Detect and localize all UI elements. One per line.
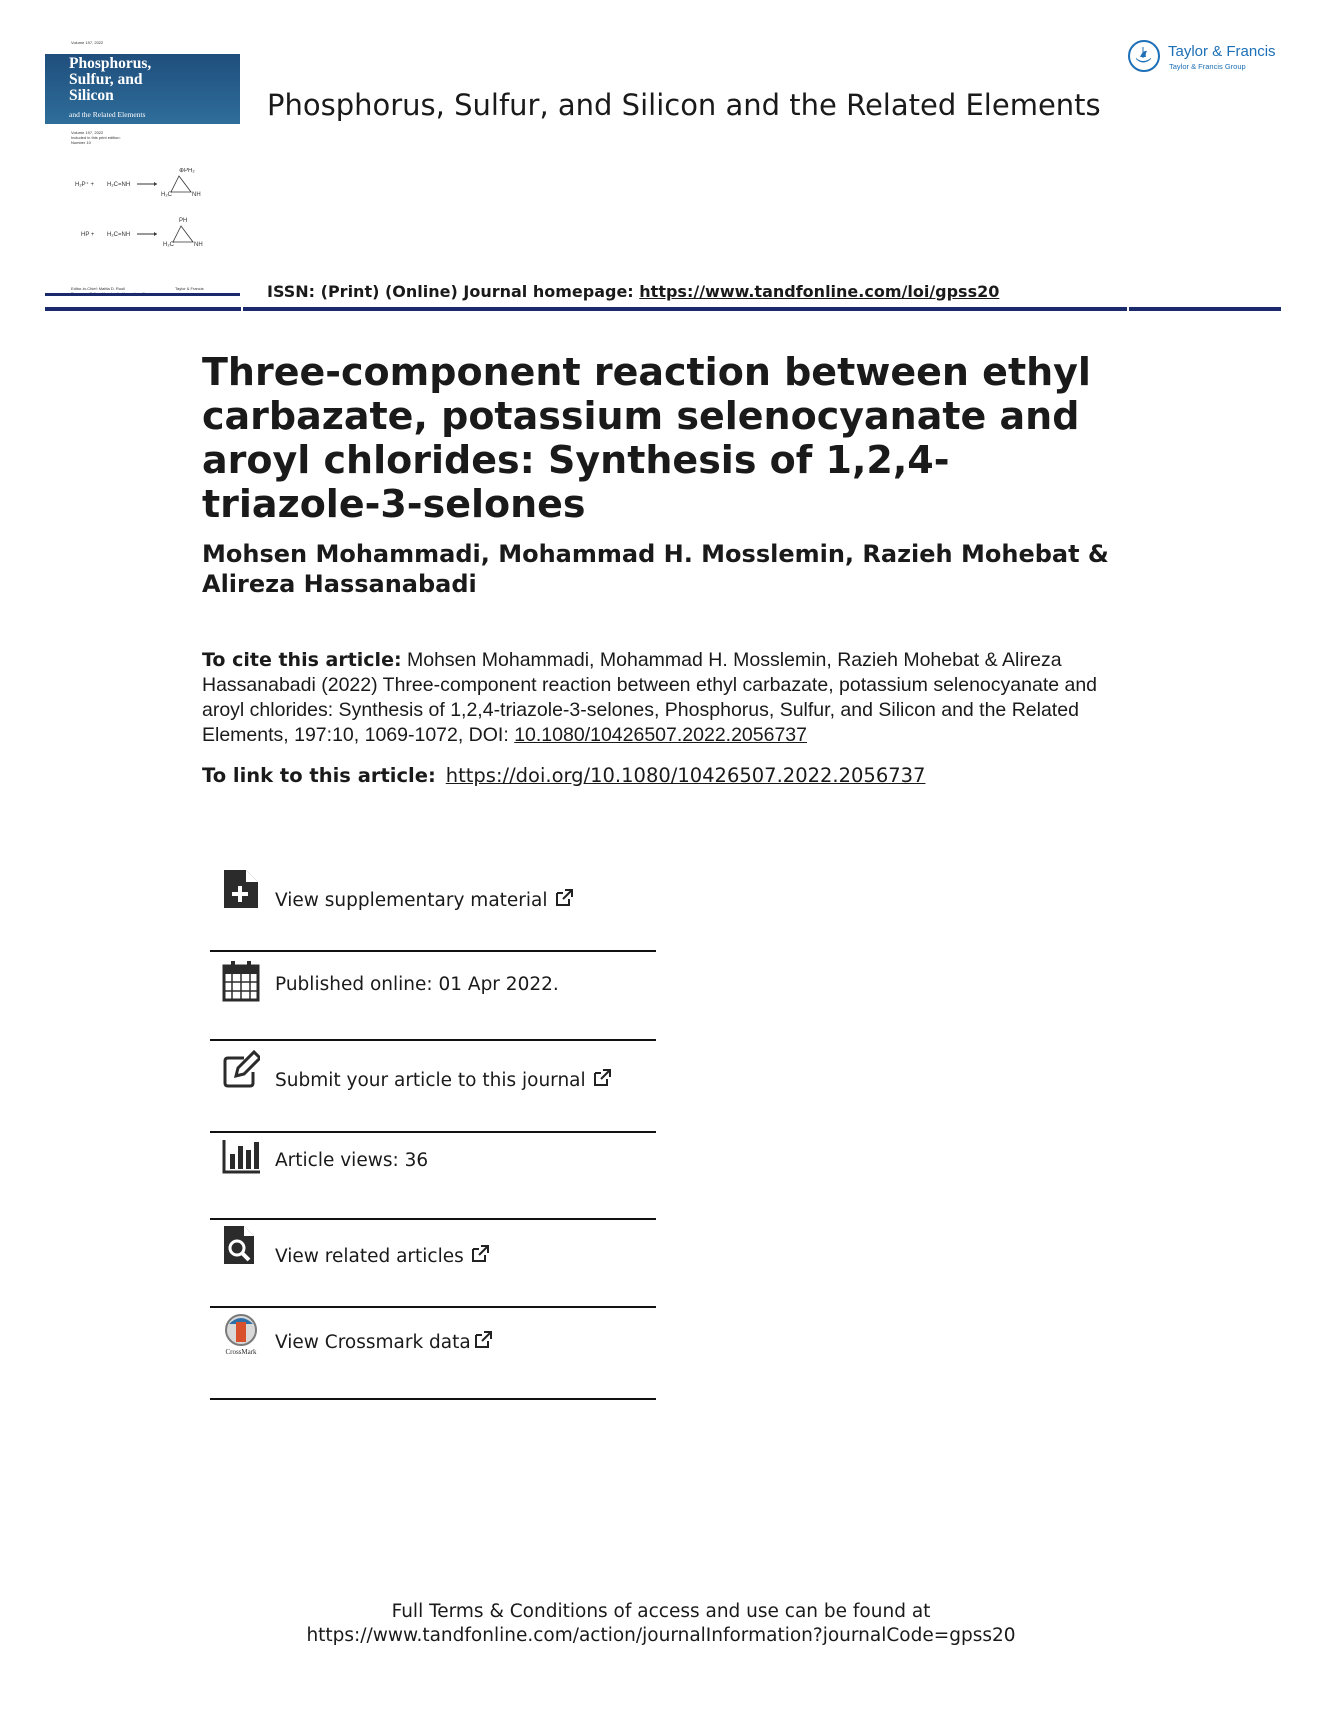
cover-title xyxy=(69,56,151,104)
edit-icon xyxy=(222,1050,260,1092)
publisher-logo[interactable] xyxy=(1128,40,1288,78)
cover-title-line: Silicon xyxy=(69,87,114,104)
list-item-label: View Crossmark data xyxy=(275,1332,471,1353)
svg-text:⊕PH₂: ⊕PH₂ xyxy=(179,168,195,174)
header-divider xyxy=(45,307,1281,311)
cover-title-line: Phosphorus, xyxy=(69,55,152,72)
journal-cover-thumbnail xyxy=(45,38,240,296)
svg-text:H₂C=NH: H₂C=NH xyxy=(107,182,131,188)
divider xyxy=(210,1039,656,1041)
divider xyxy=(210,1131,656,1133)
cover-issue-line: Number 10 xyxy=(71,140,91,145)
cover-reaction-scheme-image xyxy=(75,168,225,268)
issn-label: ISSN: (Print) (Online) Journal homepage: xyxy=(267,282,640,301)
crossmark-caption: CrossMark xyxy=(225,1348,257,1356)
article-link-line xyxy=(202,764,925,787)
cover-subtitle: and the Related Elements xyxy=(69,110,146,119)
svg-text:H₂C: H₂C xyxy=(163,242,174,248)
doi-link[interactable]: 10.1080/10426507.2022.2056737 xyxy=(514,724,807,746)
cite-text: Mohsen Mohammadi, Mohammad H. Mosslemin, Razieh Mohebat & Alireza Hassanabadi (2022) Three-component reaction between ethyl carbazate, potassium selenocyanate and aroyl chlorides: Synthesis of 1,2,4-triazole-3-selones, Phosphorus, Sulfur, and Silicon and the Related Elements, 197:10, 1069-1072, DOI: xyxy=(202,649,1098,746)
journal-homepage-link[interactable]: https://www.tandfonline.com/loi/gpss20 xyxy=(639,282,1000,301)
footer-terms-url[interactable]: https://www.tandfonline.com/action/journalInformation?journalCode=gpss20 xyxy=(306,1625,1016,1646)
divider xyxy=(210,950,656,952)
svg-text:NH: NH xyxy=(192,192,201,198)
search-document-icon xyxy=(222,1224,260,1266)
article-authors: Mohsen Mohammadi, Mohammad H. Mosslemin, Razieh Mohebat & Alireza Hassanabadi xyxy=(202,540,1109,598)
list-item-label: Published online: 01 Apr 2022. xyxy=(275,974,559,995)
cover-issue-info xyxy=(71,130,121,145)
cover-editor-line: Editor-in-Chief: Mattia D. Ruoli xyxy=(71,286,126,291)
external-link-icon xyxy=(470,1244,490,1264)
svg-text:H₂C=NH: H₂C=NH xyxy=(107,232,131,238)
cover-bottom-bar xyxy=(45,293,240,296)
link-label: To link to this article: xyxy=(202,764,436,787)
file-plus-icon xyxy=(222,868,260,910)
list-item-label: View supplementary material xyxy=(275,890,548,911)
divider-gap xyxy=(1127,305,1129,311)
publisher-logo-name: Taylor & Francis xyxy=(1168,43,1276,60)
svg-text:H₂C: H₂C xyxy=(161,192,172,198)
cover-issue-line: Volume 197, 2022 xyxy=(71,130,104,135)
article-doi-url[interactable]: https://doi.org/10.1080/10426507.2022.2056737 xyxy=(445,764,926,787)
article-title: Three-component reaction between ethyl carbazate, potassium selenocyanate and aroyl chlorides: Synthesis of 1,2,4-triazole-3-selones xyxy=(202,350,1091,526)
divider xyxy=(210,1398,656,1400)
svg-text:H₂P⁺ +: H₂P⁺ + xyxy=(75,182,95,188)
cover-issue-line: Included in this print edition: xyxy=(71,135,121,140)
external-link-icon xyxy=(554,888,574,908)
cite-label: To cite this article: xyxy=(202,649,402,671)
list-item-label: View related articles xyxy=(275,1246,464,1267)
divider xyxy=(210,1306,656,1308)
citation-block xyxy=(202,648,1142,748)
journal-name: Phosphorus, Sulfur, and Silicon and the Related Elements xyxy=(267,88,1101,122)
bar-chart-icon xyxy=(222,1136,260,1178)
svg-text:HP +: HP + xyxy=(81,232,95,238)
external-link-icon xyxy=(473,1330,493,1350)
cover-title-line: Sulfur, and xyxy=(69,71,143,88)
footer-line-1: Full Terms & Conditions of access and use can be found at xyxy=(391,1601,931,1622)
calendar-icon xyxy=(222,960,260,1002)
issn-homepage-line xyxy=(267,282,999,301)
crossmark-icon xyxy=(222,1314,260,1356)
publisher-logo-icon xyxy=(1128,40,1160,72)
external-link-icon xyxy=(592,1068,612,1088)
svg-text:PH: PH xyxy=(179,218,188,224)
divider xyxy=(210,1218,656,1220)
terms-footer xyxy=(0,1600,1322,1648)
cover-publisher: Taylor & Francis xyxy=(175,286,204,291)
divider-gap xyxy=(241,305,243,311)
list-item-label: Article views: 36 xyxy=(275,1150,429,1171)
publisher-logo-group: Taylor & Francis Group xyxy=(1169,62,1246,71)
cover-volume: Volume 197, 2022 xyxy=(71,40,104,45)
list-item-label: Submit your article to this journal xyxy=(275,1070,586,1091)
svg-text:NH: NH xyxy=(194,242,203,248)
